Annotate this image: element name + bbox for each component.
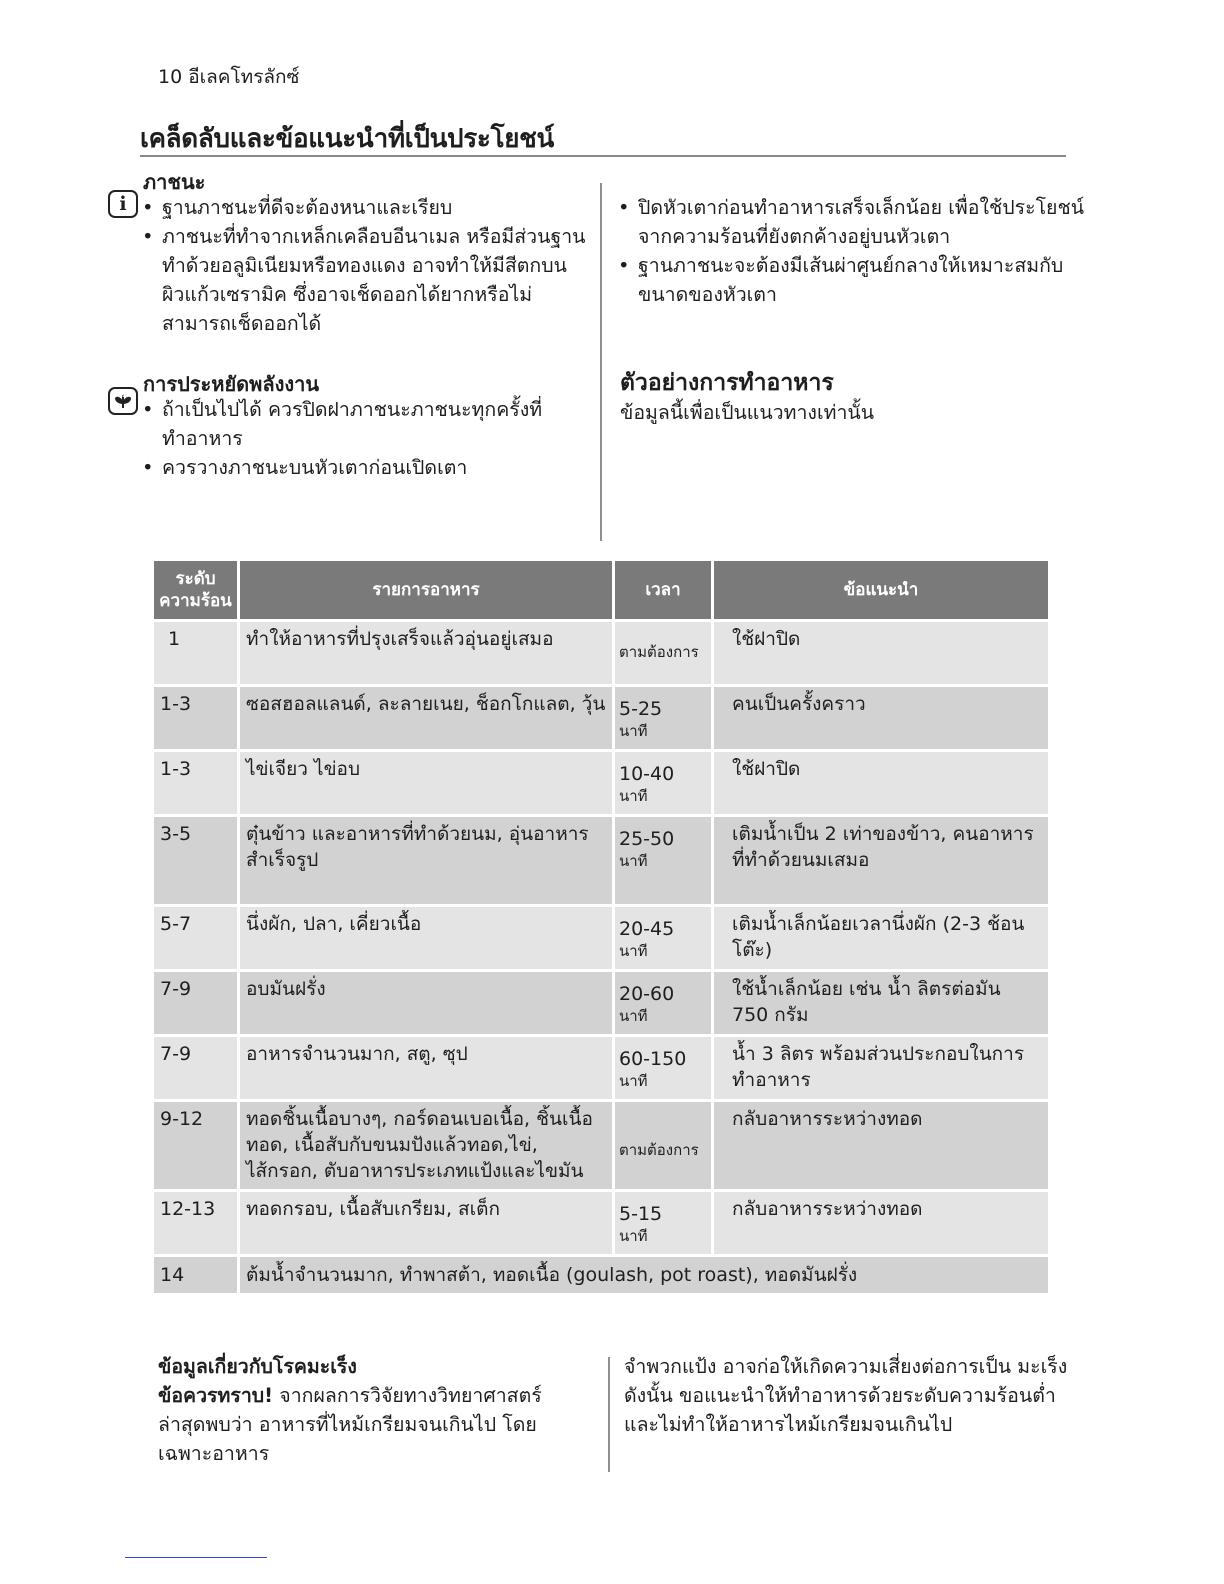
examples-heading: ตัวอย่างการทำอาหาร	[620, 370, 834, 396]
header-time: เวลา	[615, 561, 711, 619]
table-row	[154, 1257, 1048, 1293]
time-unit: นาที	[619, 722, 648, 740]
info-icon: i	[108, 190, 138, 218]
advice-cell: กลับอาหารระหว่างทอด	[714, 1192, 1048, 1254]
examples-subtitle: ข้อมูลนี้เพื่อเป็นแนวทางเท่านั้น	[620, 401, 875, 424]
heat-level-cell: 1-3	[154, 687, 237, 749]
time-value: 5-15	[619, 1203, 663, 1225]
time-value: ตามต้องการ	[619, 1141, 699, 1159]
time-value: ตามต้องการ	[619, 643, 699, 661]
title-divider	[140, 155, 1066, 157]
advice-cell: น้ำ 3 ลิตร พร้อมส่วนประกอบในการทำอาหาร	[714, 1037, 1048, 1099]
time-cell	[615, 1037, 711, 1099]
food-cell: อาหารจำนวนมาก, สตู, ซุป	[240, 1037, 612, 1099]
eco-leaf-icon	[108, 387, 138, 415]
advice-cell: เติมน้ำเป็น 2 เท่าของข้าว, คนอาหารที่ทำด้วยนมเสมอ	[714, 817, 1048, 904]
table-row	[154, 817, 1048, 904]
food-cell: ตุ๋นข้าว และอาหารที่ทำด้วยนม, อุ่นอาหารสำเร็จรูป	[240, 817, 612, 904]
cancer-heading: ข้อมูลเกี่ยวกับโรคมะเร็ง	[158, 1355, 357, 1378]
energy-heading: การประหยัดพลังงาน	[143, 372, 320, 396]
time-cell	[615, 752, 711, 814]
advice-cell: คนเป็นครั้งคราว	[714, 687, 1048, 749]
table-row	[154, 752, 1048, 814]
table-row	[154, 972, 1048, 1034]
food-cell: ไข่เจียว ไข่อบ	[240, 752, 612, 814]
list-item: • ฐานภาชนะจะต้องมีเส้นผ่าศูนย์กลางให้เหมาะสมกับขนาดของหัวเตา	[618, 251, 1098, 309]
list-item: • ควรวางภาชนะบนหัวเตาก่อนเปิดเตา	[142, 453, 562, 482]
table-row	[154, 1192, 1048, 1254]
advice-cell: กลับอาหารระหว่างทอด	[714, 1102, 1048, 1189]
food-cell: นึ่งผัก, ปลา, เคี่ยวเนื้อ	[240, 907, 612, 969]
cancer-text-left: จากผลการวิจัยทางวิทยาศาสตร์ล่าสุดพบว่า อาหารที่ไหม้เกรียมจนเกินไป โดยเฉพาะอาหาร	[158, 1384, 542, 1465]
time-unit: นาที	[619, 787, 648, 805]
cooking-table	[151, 558, 1051, 1296]
heat-level-cell: 9-12	[154, 1102, 237, 1189]
time-value: 20-60	[619, 983, 675, 1005]
energy-list	[142, 395, 562, 482]
table-header-row	[154, 561, 1048, 619]
food-cell: ต้มน้ำจำนวนมาก, ทำพาสต้า, ทอดเนื้อ (goulash, pot roast), ทอดมันฝรั่ง	[240, 1257, 1048, 1293]
advice-cell: ใช้ฝาปิด	[714, 752, 1048, 814]
table-row	[154, 1102, 1048, 1189]
time-unit: นาที	[619, 1072, 648, 1090]
time-cell	[615, 1102, 711, 1189]
time-cell	[615, 622, 711, 684]
cookware-right-list	[618, 193, 1098, 309]
cookware-heading: ภาชนะ	[143, 170, 206, 194]
table-row	[154, 907, 1048, 969]
heat-level-cell: 7-9	[154, 1037, 237, 1099]
bottom-column-divider	[608, 1357, 610, 1472]
table-row	[154, 1037, 1048, 1099]
table-row	[154, 687, 1048, 749]
food-cell: อบมันฝรั่ง	[240, 972, 612, 1034]
advice-cell: ใช้ฝาปิด	[714, 622, 1048, 684]
header-food: รายการอาหาร	[240, 561, 612, 619]
food-cell: ซอสฮอลแลนด์, ละลายเนย, ช็อกโกแลต, วุ้น	[240, 687, 612, 749]
time-unit: นาที	[619, 942, 648, 960]
heat-level-cell: 1	[154, 622, 237, 684]
time-cell	[615, 817, 711, 904]
time-unit: นาที	[619, 852, 648, 870]
advice-cell: เติมน้ำเล็กน้อยเวลานึ่งผัก (2-3 ช้อนโต๊ะ)	[714, 907, 1048, 969]
heat-level-cell: 7-9	[154, 972, 237, 1034]
footer-rule	[125, 1557, 267, 1558]
cancer-text-right: จำพวกแป้ง อาจก่อให้เกิดความเสี่ยงต่อการเป็น มะเร็ง ดังนั้น ขอแนะนำให้ทำอาหารด้วยระดับความร้อนต่ำ และไม่ทำให้อาหารไหม้เกรียมจนเกินไป	[624, 1355, 1068, 1436]
time-value: 5-25	[619, 698, 663, 720]
food-cell: ทำให้อาหารที่ปรุงเสร็จแล้วอุ่นอยู่เสมอ	[240, 622, 612, 684]
list-item: • ฐานภาชนะที่ดีจะต้องหนาและเรียบ	[142, 193, 587, 222]
time-cell	[615, 1192, 711, 1254]
heat-level-cell: 1-3	[154, 752, 237, 814]
page-header: 10 อีเลคโทรลักซ์	[158, 66, 300, 88]
advice-cell: ใช้น้ำเล็กน้อย เช่น น้ำ ลิตรต่อมัน 750 กรัม	[714, 972, 1048, 1034]
time-value: 25-50	[619, 828, 675, 850]
column-divider	[600, 183, 602, 541]
cancer-info-left	[158, 1352, 588, 1468]
list-item: • ปิดหัวเตาก่อนทำอาหารเสร็จเล็กน้อย เพื่อใช้ประโยชน์จากความร้อนที่ยังตกค้างอยู่บนหัวเตา	[618, 193, 1098, 251]
warning-label: ข้อควรทราบ!	[158, 1384, 274, 1407]
cancer-body-left	[158, 1381, 588, 1468]
time-cell	[615, 907, 711, 969]
heat-level-cell: 12-13	[154, 1192, 237, 1254]
heat-level-cell: 3-5	[154, 817, 237, 904]
heat-level-cell: 5-7	[154, 907, 237, 969]
header-heat-level: ระดับความร้อน	[154, 561, 237, 619]
table-row	[154, 622, 1048, 684]
header-advice: ข้อแนะนำ	[714, 561, 1048, 619]
time-unit: นาที	[619, 1227, 648, 1245]
time-value: 60-150	[619, 1048, 687, 1070]
food-cell: ทอดกรอบ, เนื้อสับเกรียม, สเต็ก	[240, 1192, 612, 1254]
cookware-left-list	[142, 193, 587, 338]
time-cell	[615, 687, 711, 749]
time-value: 20-45	[619, 918, 675, 940]
time-cell	[615, 972, 711, 1034]
list-item: • ถ้าเป็นไปได้ ควรปิดฝาภาชนะภาชนะทุกครั้งที่ทำอาหาร	[142, 395, 562, 453]
heat-level-cell: 14	[154, 1257, 237, 1293]
page-title: เคล็ดลับและข้อแนะนำที่เป็นประโยชน์	[140, 124, 555, 154]
list-item: • ภาชนะที่ทำจากเหล็กเคลือบอีนาเมล หรือมีส่วนฐานทำด้วยอลูมิเนียมหรือทองแดง อาจทำให้มีสีตกบนผิวแก้วเซรามิค ซึ่งอาจเช็ดออกได้ยากหรือไม่สามารถเช็ดออกได้	[142, 222, 587, 338]
food-cell: ทอดชิ้นเนื้อบางๆ, กอร์ดอนเบอเนื้อ, ชิ้นเนื้อทอด, เนื้อสับกับขนมปังแล้วทอด,ไข่, ไส้กรอก, ตับอาหารประเภทแป้งและไขมัน	[240, 1102, 612, 1189]
time-value: 10-40	[619, 763, 675, 785]
time-unit: นาที	[619, 1007, 648, 1025]
